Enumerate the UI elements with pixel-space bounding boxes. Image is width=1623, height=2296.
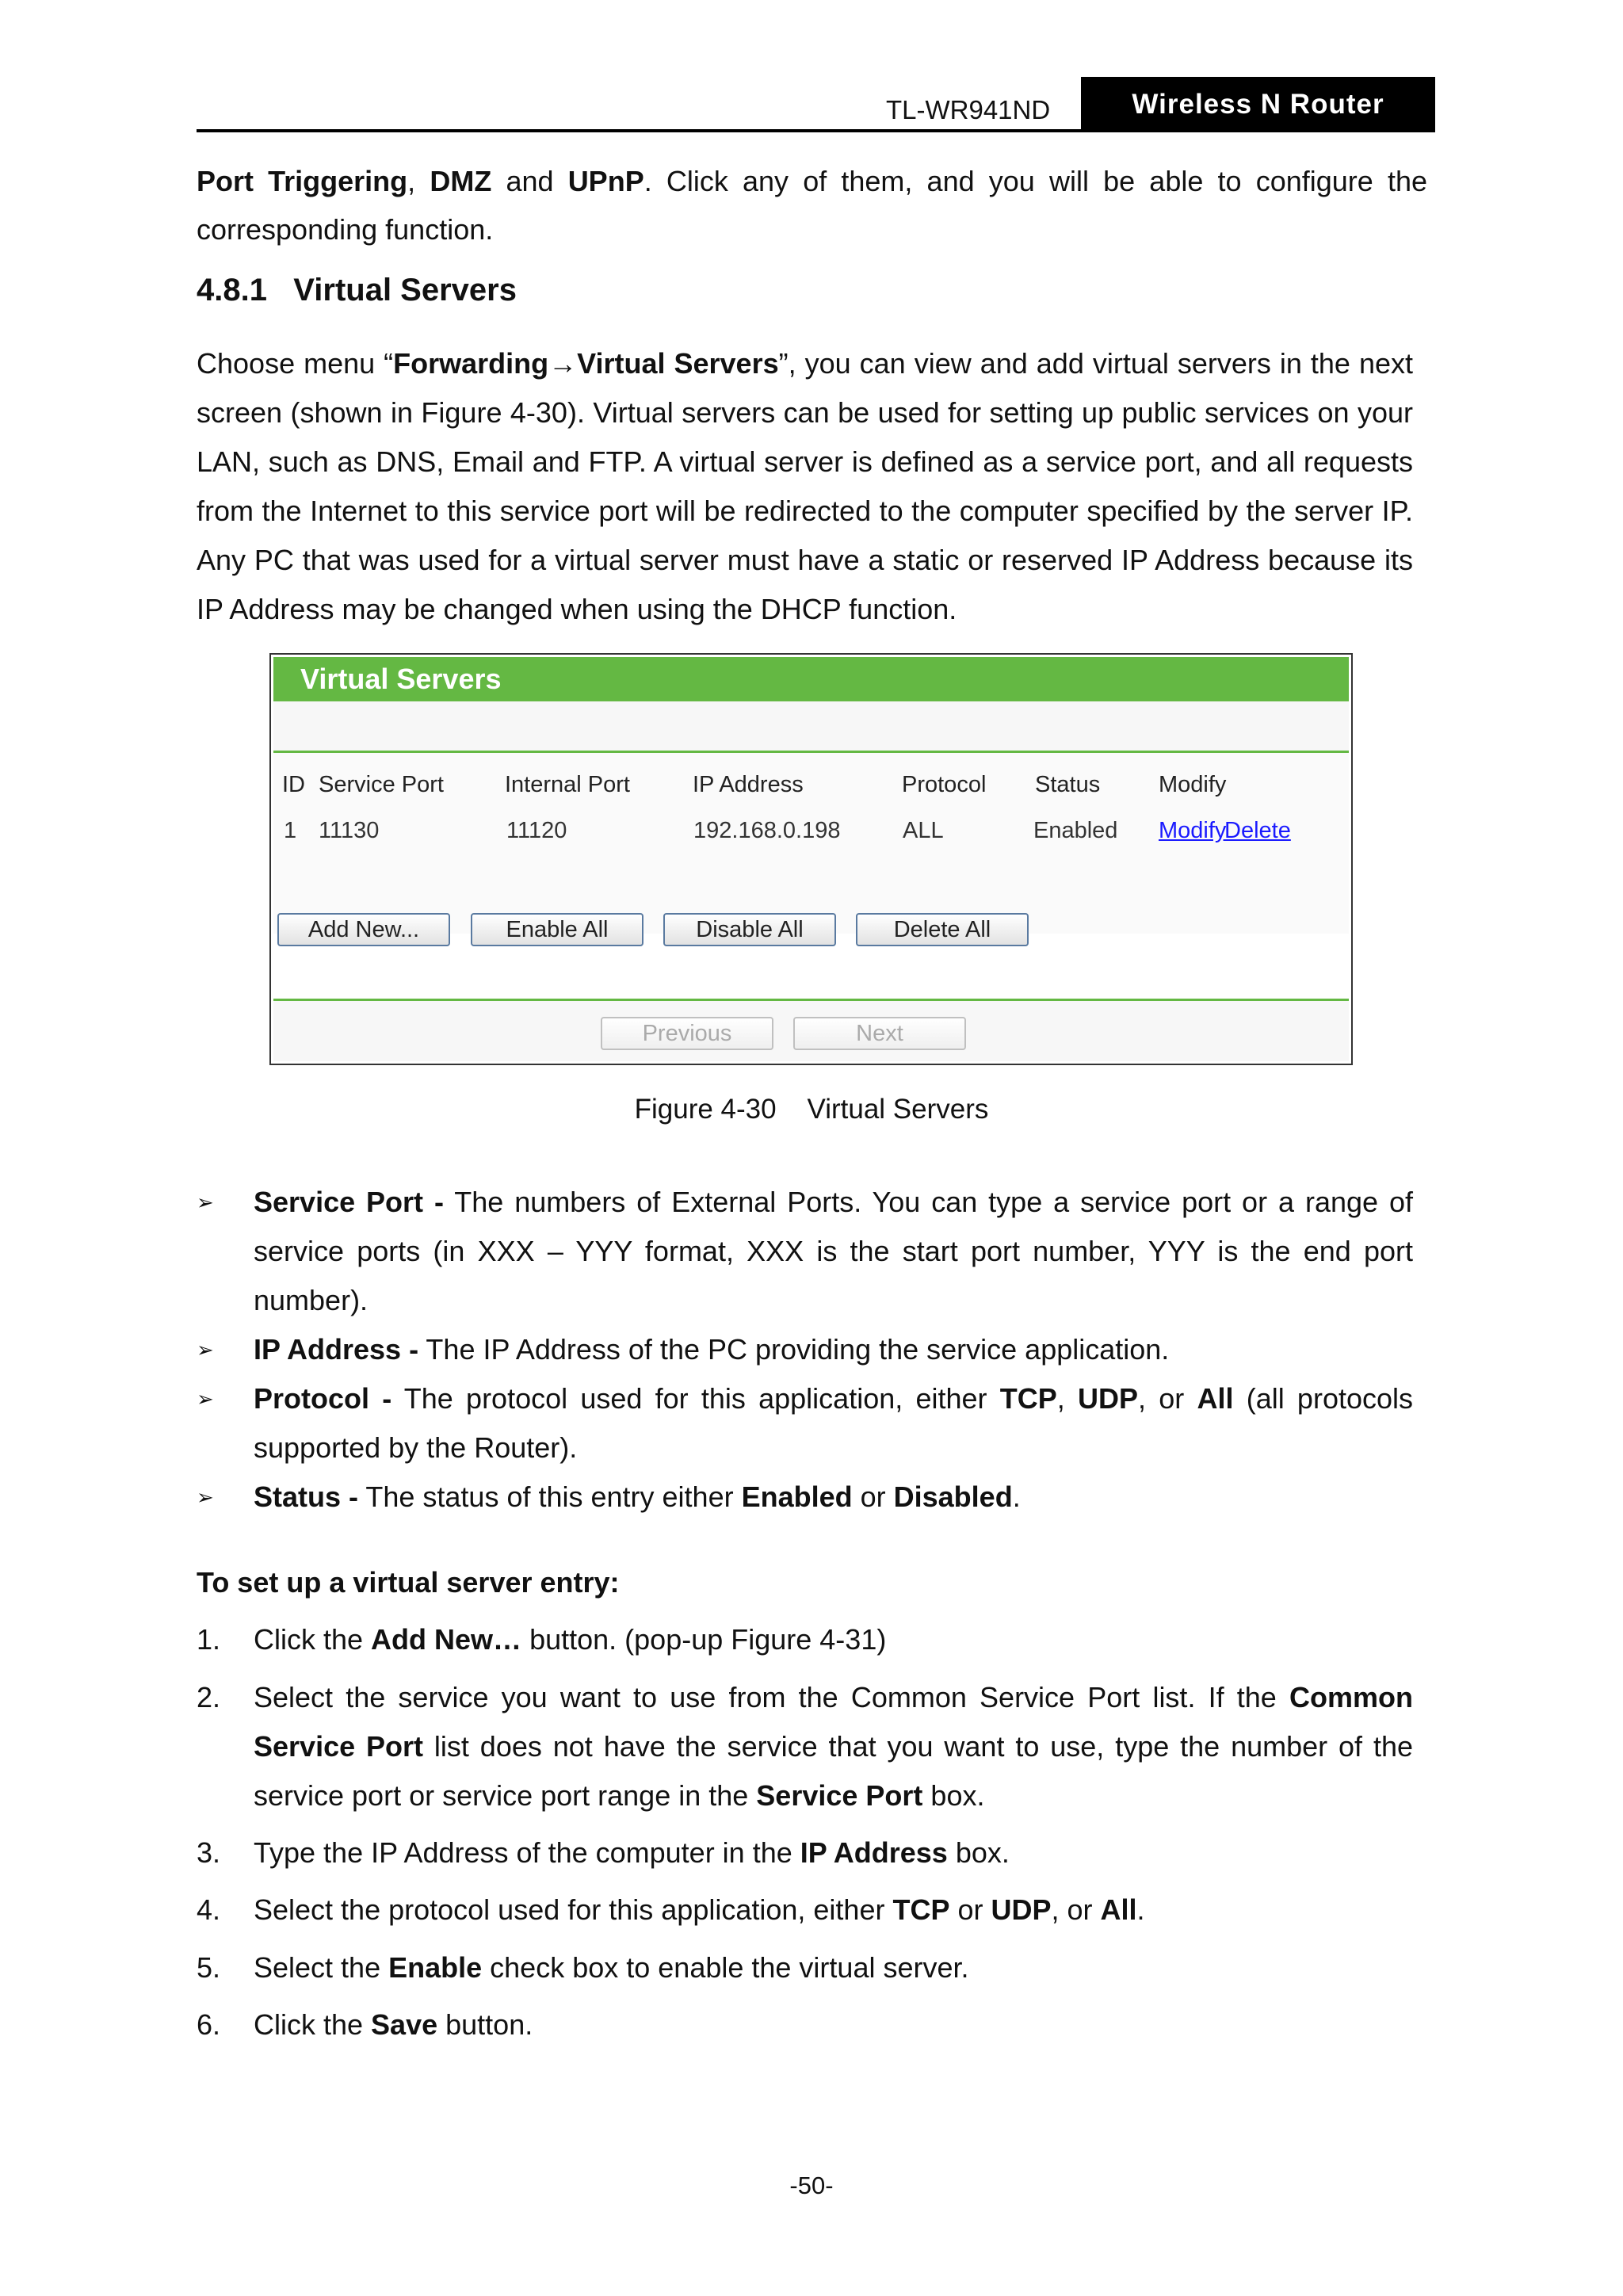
term: TCP bbox=[999, 1382, 1057, 1415]
text: button. bbox=[437, 2008, 533, 2041]
text: The status of this entry either bbox=[358, 1480, 742, 1513]
text: . bbox=[1012, 1480, 1021, 1513]
cell-id: 1 bbox=[284, 818, 297, 843]
bullet-arrow-icon: ➢ bbox=[197, 1190, 214, 1214]
panel-title: Virtual Servers bbox=[273, 657, 1349, 701]
menu-path: Forwarding→Virtual Servers bbox=[393, 347, 779, 380]
bullet-ip-address bbox=[254, 1325, 1413, 1374]
text: and bbox=[491, 165, 568, 197]
text: box. bbox=[947, 1836, 1010, 1869]
text: Select the protocol used for this application, either bbox=[254, 1893, 893, 1926]
text: The IP Address of the PC providing the service application. bbox=[418, 1333, 1170, 1366]
term-port-triggering: Port Triggering bbox=[197, 165, 408, 197]
text: The numbers of External Ports. You can type a service port or a range of bbox=[443, 1186, 1413, 1218]
intro-line-2: corresponding function. bbox=[197, 213, 494, 246]
col-service-port: Service Port bbox=[319, 772, 444, 797]
bullet-service-port-line-2: service ports (in XXX – YYY format, XXX is the start port number, YYY is the end port bbox=[254, 1235, 1413, 1267]
step-number: 3. bbox=[197, 1836, 221, 1869]
text: , or bbox=[1138, 1382, 1197, 1415]
bullet-status bbox=[254, 1473, 1413, 1522]
step-2-line-3 bbox=[254, 1771, 1413, 1820]
term: Save bbox=[371, 2008, 438, 2041]
term: Service Port bbox=[756, 1779, 923, 1812]
term: Status - bbox=[254, 1480, 359, 1513]
bullet-arrow-icon: ➢ bbox=[197, 1485, 214, 1509]
virtual-servers-panel bbox=[269, 653, 1353, 1065]
disable-all-button[interactable]: Disable All bbox=[663, 913, 836, 946]
previous-button[interactable]: Previous bbox=[601, 1017, 773, 1050]
header-rule bbox=[197, 129, 1435, 132]
step-number: 2. bbox=[197, 1681, 221, 1713]
text: Select the service you want to use from the Common Service Port list. If the bbox=[254, 1681, 1289, 1713]
body-line-1 bbox=[197, 339, 1413, 388]
text: Click the bbox=[254, 1623, 372, 1656]
intro-line-1 bbox=[197, 157, 1427, 206]
term: IP Address - bbox=[254, 1333, 419, 1366]
step-number: 5. bbox=[197, 1951, 221, 1984]
cell-protocol: ALL bbox=[903, 818, 944, 843]
term: TCP bbox=[892, 1893, 950, 1926]
bullet-service-port-line-3: number). bbox=[254, 1284, 369, 1316]
text: Type the IP Address of the computer in the bbox=[254, 1836, 800, 1869]
term-dmz: DMZ bbox=[430, 165, 492, 197]
text: , bbox=[1056, 1382, 1078, 1415]
add-new-button[interactable]: Add New... bbox=[277, 913, 450, 946]
delete-all-button[interactable]: Delete All bbox=[856, 913, 1029, 946]
step-number: 4. bbox=[197, 1893, 221, 1926]
steps-heading: To set up a virtual server entry: bbox=[197, 1566, 620, 1599]
text: . bbox=[1136, 1893, 1145, 1926]
text: button. (pop-up Figure 4-31) bbox=[521, 1623, 887, 1656]
step-number: 6. bbox=[197, 2008, 221, 2041]
col-ip-address: IP Address bbox=[693, 772, 804, 797]
step-3 bbox=[254, 1828, 1413, 1878]
text: Click the bbox=[254, 2008, 372, 2041]
bullet-arrow-icon: ➢ bbox=[197, 1387, 214, 1411]
text: , bbox=[407, 165, 430, 197]
body-line-2: screen (shown in Figure 4-30). Virtual servers can be used for setting up public services on your bbox=[197, 396, 1413, 429]
term-upnp: UPnP bbox=[567, 165, 644, 197]
term: IP Address bbox=[800, 1836, 948, 1869]
text: , or bbox=[1051, 1893, 1101, 1926]
text: Choose menu “ bbox=[197, 347, 394, 380]
step-1 bbox=[254, 1615, 1413, 1664]
term: Disabled bbox=[893, 1480, 1013, 1513]
enable-all-button[interactable]: Enable All bbox=[471, 913, 643, 946]
col-modify: Modify bbox=[1159, 772, 1227, 797]
body-line-4: from the Internet to this service port will be redirected to the computer specified by the server IP. bbox=[197, 495, 1413, 527]
term: Enabled bbox=[741, 1480, 853, 1513]
text: The protocol used for this application, either bbox=[391, 1382, 1000, 1415]
bullet-service-port bbox=[254, 1178, 1413, 1227]
cell-status: Enabled bbox=[1033, 818, 1118, 843]
text: check box to enable the virtual server. bbox=[482, 1951, 969, 1984]
text: box. bbox=[922, 1779, 985, 1812]
text: Select the bbox=[254, 1951, 389, 1984]
body-line-6: IP Address may be changed when using the DHCP function. bbox=[197, 593, 957, 625]
step-2 bbox=[254, 1673, 1413, 1722]
delete-link[interactable]: Delete bbox=[1224, 818, 1291, 843]
term: UDP bbox=[991, 1893, 1052, 1926]
text: or bbox=[852, 1480, 894, 1513]
cell-ip-address: 192.168.0.198 bbox=[693, 818, 841, 843]
step-2-line-2 bbox=[254, 1722, 1413, 1771]
term: Common bbox=[1289, 1681, 1413, 1713]
col-internal-port: Internal Port bbox=[505, 772, 630, 797]
text: service port or service port range in the bbox=[254, 1779, 757, 1812]
bullet-protocol bbox=[254, 1374, 1413, 1423]
col-id: ID bbox=[282, 772, 305, 797]
header-product: Wireless N Router bbox=[1081, 77, 1435, 132]
step-number: 1. bbox=[197, 1623, 221, 1656]
text: (all protocols bbox=[1233, 1382, 1414, 1415]
term: Enable bbox=[388, 1951, 483, 1984]
text: ”, you can view and add virtual servers in the next bbox=[778, 347, 1413, 380]
text: list does not have the service that you want to use, type the number of the bbox=[423, 1730, 1413, 1763]
term: UDP bbox=[1077, 1382, 1138, 1415]
body-line-3: LAN, such as DNS, Email and FTP. A virtual server is defined as a service port, and all requests bbox=[197, 445, 1413, 478]
cell-internal-port: 11120 bbox=[506, 818, 567, 843]
text: or bbox=[949, 1893, 991, 1926]
term: Service Port bbox=[254, 1730, 424, 1763]
term: Protocol - bbox=[254, 1382, 392, 1415]
modify-link[interactable]: Modify bbox=[1159, 818, 1227, 843]
term: Service Port - bbox=[254, 1186, 444, 1218]
term: All bbox=[1100, 1893, 1137, 1926]
section-title: 4.8.1 Virtual Servers bbox=[197, 273, 517, 308]
col-status: Status bbox=[1035, 772, 1101, 797]
bullet-protocol-line-2: supported by the Router). bbox=[254, 1431, 578, 1464]
page-number: -50- bbox=[789, 2172, 834, 2199]
step-5 bbox=[254, 1943, 1413, 1992]
step-6 bbox=[254, 2000, 1413, 2050]
header-model: TL-WR941ND bbox=[886, 95, 1051, 124]
term: All bbox=[1197, 1382, 1234, 1415]
bullet-arrow-icon: ➢ bbox=[197, 1338, 214, 1362]
text: . Click any of them, and you will be able to configure the bbox=[643, 165, 1427, 197]
next-button[interactable]: Next bbox=[793, 1017, 966, 1050]
panel-toolbar bbox=[273, 701, 1349, 751]
figure-caption: Figure 4-30 Virtual Servers bbox=[634, 1094, 989, 1125]
term: Add New… bbox=[371, 1623, 522, 1656]
col-protocol: Protocol bbox=[902, 772, 987, 797]
body-line-5: Any PC that was used for a virtual server must have a static or reserved IP Address because its bbox=[197, 544, 1413, 576]
cell-service-port: 11130 bbox=[319, 818, 380, 843]
step-4 bbox=[254, 1885, 1413, 1935]
